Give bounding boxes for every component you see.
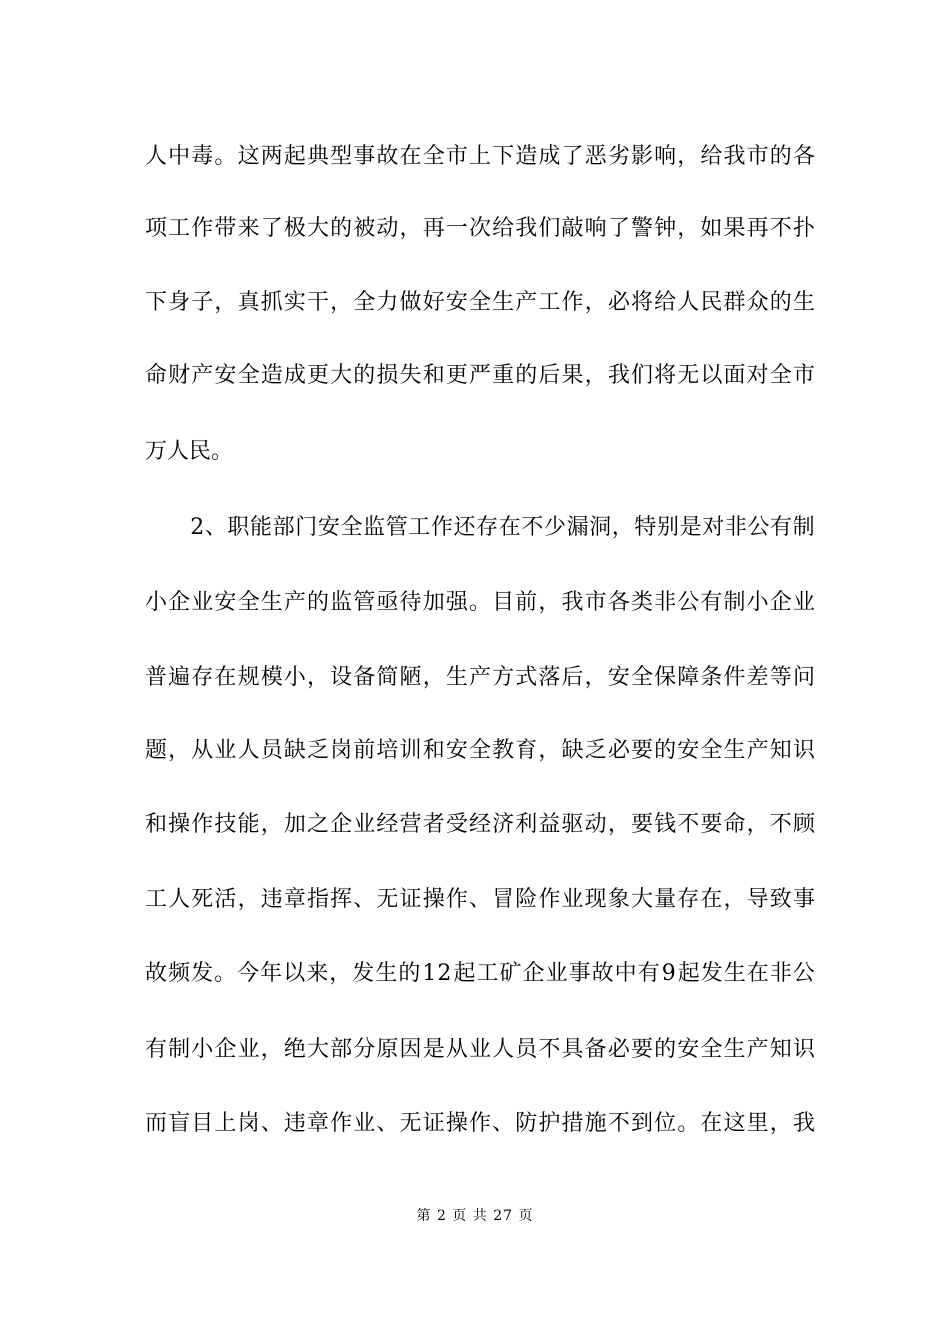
body-line-12: 故 频 发 。 今 年 以 来 ， 发 生 的 1 2 起 工 矿 企 业 事 故 中 有 9 起 发 生 在 非 公	[145, 961, 815, 986]
body-line-11: 工 人 死 活 ， 违 章 指 挥 、 无 证 操 作 、 冒 险 作 业 现 象 大 量 存 在 ， 导 致 事	[145, 887, 815, 912]
body-line-5: 万人民。	[145, 439, 234, 464]
body-line-13: 有 制 小 企 业 ， 绝 大 部 分 原 因 是 从 业 人 员 不 具 备 必 要 的 安 全 生 产 知 识	[145, 1037, 815, 1062]
body-line-4: 命 财 产 安 全 造 成 更 大 的 损 失 和 更 严 重 的 后 果 ， 我 们 将 无 以 面 对 全 市	[145, 363, 815, 388]
body-line-7: 小 企 业 安 全 生 产 的 监 管 亟 待 加 强 。 目 前 ， 我 市 各 类 非 公 有 制 小 企 业	[145, 590, 815, 615]
body-line-1: 人 中 毒 。 这 两 起 典 型 事 故 在 全 市 上 下 造 成 了 恶 劣 影 响 ， 给 我 市 的 各	[145, 144, 815, 169]
body-line-9: 题 ， 从 业 人 员 缺 乏 岗 前 培 训 和 安 全 教 育 ， 缺 乏 必 要 的 安 全 生 产 知 识	[145, 738, 815, 763]
body-line-14: 而 盲 目 上 岗 、 违 章 作 业 、 无 证 操 作 、 防 护 措 施 不 到 位 。 在 这 里 ， 我	[145, 1111, 815, 1136]
body-line-6: 2 、 职 能 部 门 安 全 监 管 工 作 还 存 在 不 少 漏 洞 ， 特 别 是 对 非 公 有 制	[190, 515, 815, 540]
page-number-footer: 第 2 页 共 27 页	[416, 1208, 534, 1224]
body-line-3: 下 身 子 ， 真 抓 实 干 ， 全 力 做 好 安 全 生 产 工 作 ， 必 将 给 人 民 群 众 的 生	[145, 290, 815, 315]
body-line-2: 项 工 作 带 来 了 极 大 的 被 动 ， 再 一 次 给 我 们 敲 响 了 警 钟 ， 如 果 再 不 扑	[145, 216, 815, 241]
body-line-8: 普 遍 存 在 规 模 小 ， 设 备 简 陋 ， 生 产 方 式 落 后 ， 安 全 保 障 条 件 差 等 问	[145, 665, 815, 690]
body-line-10: 和 操 作 技 能 ， 加 之 企 业 经 营 者 受 经 济 利 益 驱 动 ， 要 钱 不 要 命 ， 不 顾	[145, 812, 815, 837]
